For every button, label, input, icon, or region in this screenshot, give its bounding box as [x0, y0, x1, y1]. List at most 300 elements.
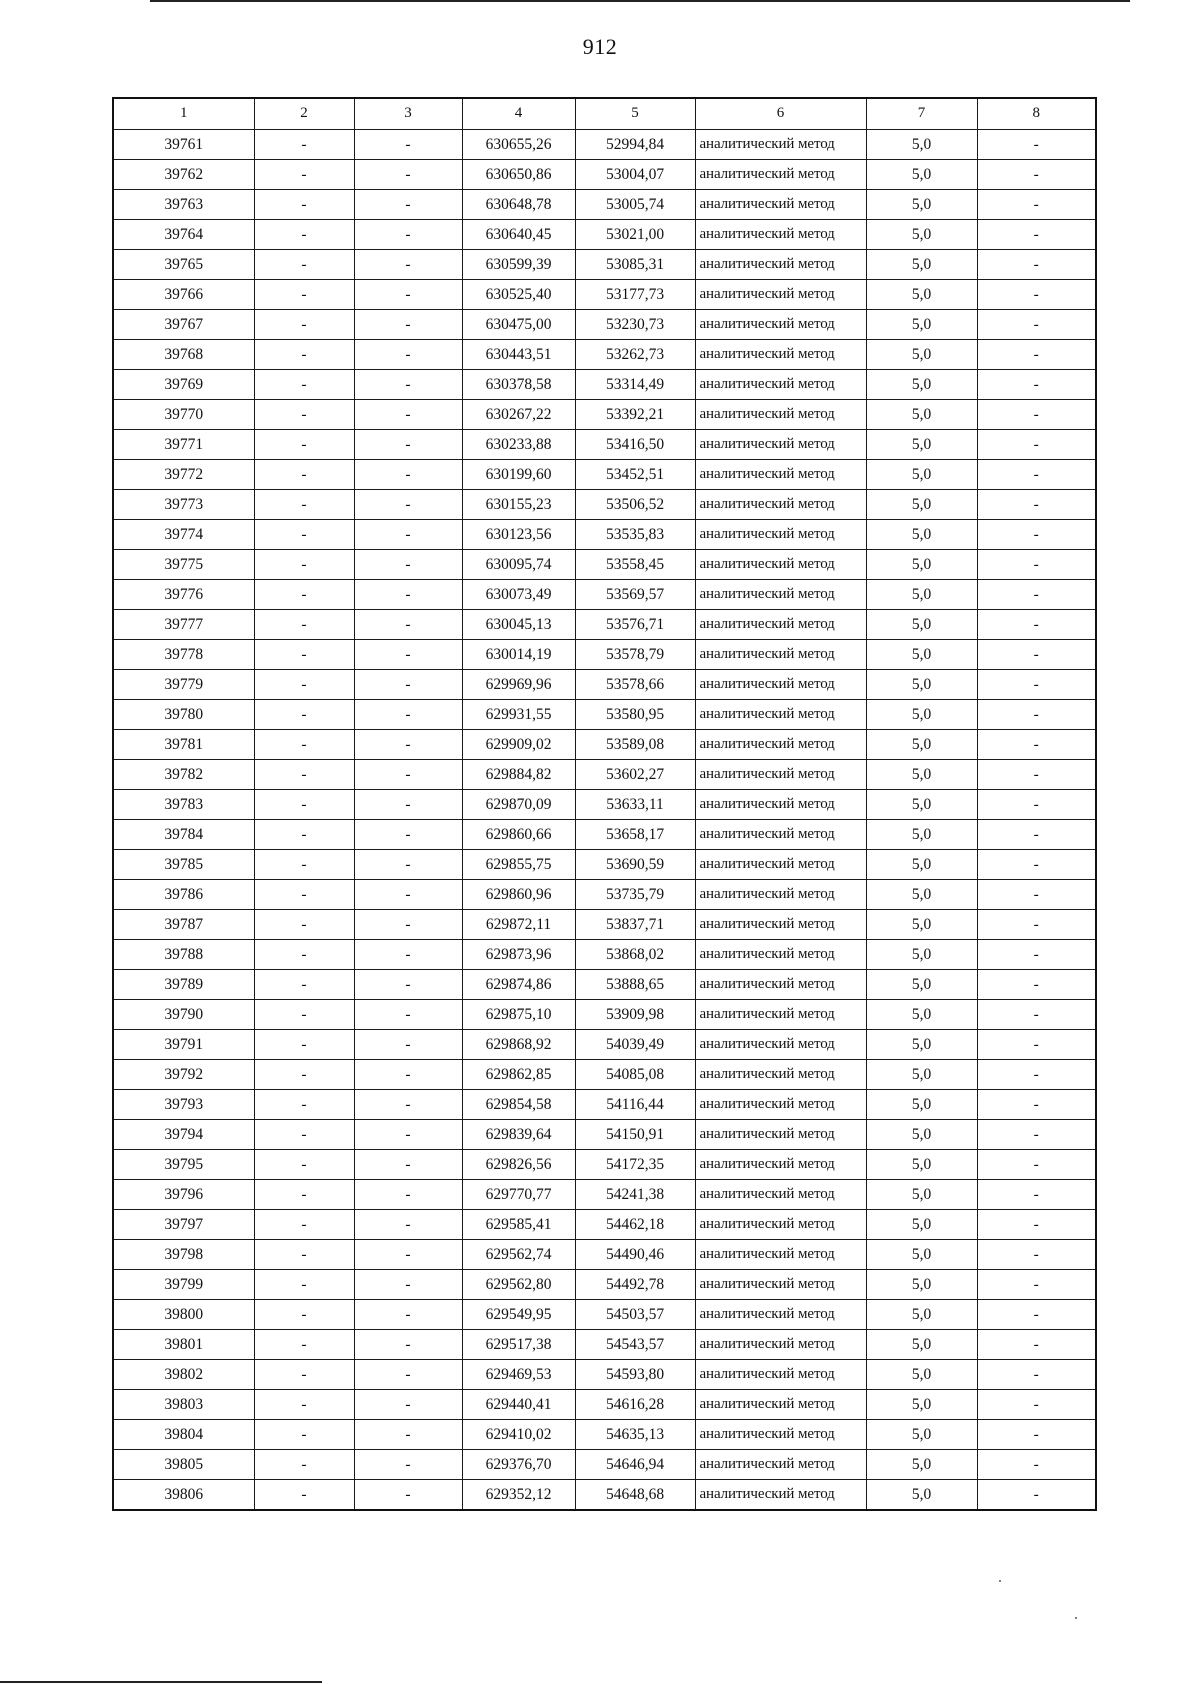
table-row	[113, 1149, 1096, 1179]
point-number-cell: 39785	[113, 849, 254, 879]
col8-cell: -	[977, 519, 1096, 549]
scan-speck	[999, 1580, 1001, 1582]
x-coordinate-cell: 629562,80	[462, 1269, 575, 1299]
accuracy-cell: 5,0	[866, 1449, 977, 1479]
column-header: 1	[113, 98, 254, 129]
table-row	[113, 1059, 1096, 1089]
table-row	[113, 489, 1096, 519]
col2-cell: -	[254, 459, 354, 489]
col2-cell: -	[254, 1389, 354, 1419]
col8-cell: -	[977, 1119, 1096, 1149]
point-number-cell: 39795	[113, 1149, 254, 1179]
table-row	[113, 1029, 1096, 1059]
x-coordinate-cell: 629854,58	[462, 1089, 575, 1119]
method-cell: аналитический метод	[695, 1149, 866, 1179]
col2-cell: -	[254, 159, 354, 189]
col8-cell: -	[977, 549, 1096, 579]
accuracy-cell: 5,0	[866, 789, 977, 819]
accuracy-cell: 5,0	[866, 579, 977, 609]
col3-cell: -	[354, 489, 462, 519]
col3-cell: -	[354, 579, 462, 609]
col2-cell: -	[254, 609, 354, 639]
method-cell: аналитический метод	[695, 339, 866, 369]
table-row	[113, 129, 1096, 159]
method-cell: аналитический метод	[695, 1299, 866, 1329]
accuracy-cell: 5,0	[866, 519, 977, 549]
method-cell: аналитический метод	[695, 429, 866, 459]
col3-cell: -	[354, 129, 462, 159]
point-number-cell: 39802	[113, 1359, 254, 1389]
point-number-cell: 39788	[113, 939, 254, 969]
col3-cell: -	[354, 699, 462, 729]
col3-cell: -	[354, 549, 462, 579]
accuracy-cell: 5,0	[866, 669, 977, 699]
y-coordinate-cell: 53392,21	[575, 399, 695, 429]
accuracy-cell: 5,0	[866, 819, 977, 849]
point-number-cell: 39792	[113, 1059, 254, 1089]
accuracy-cell: 5,0	[866, 339, 977, 369]
col3-cell: -	[354, 729, 462, 759]
col8-cell: -	[977, 1029, 1096, 1059]
y-coordinate-cell: 54543,57	[575, 1329, 695, 1359]
x-coordinate-cell: 630014,19	[462, 639, 575, 669]
table-row	[113, 789, 1096, 819]
col2-cell: -	[254, 1269, 354, 1299]
method-cell: аналитический метод	[695, 129, 866, 159]
x-coordinate-cell: 629440,41	[462, 1389, 575, 1419]
x-coordinate-cell: 630267,22	[462, 399, 575, 429]
col3-cell: -	[354, 1029, 462, 1059]
accuracy-cell: 5,0	[866, 1209, 977, 1239]
col3-cell: -	[354, 1179, 462, 1209]
accuracy-cell: 5,0	[866, 489, 977, 519]
table-row	[113, 1389, 1096, 1419]
col2-cell: -	[254, 399, 354, 429]
method-cell: аналитический метод	[695, 1479, 866, 1510]
method-cell: аналитический метод	[695, 1089, 866, 1119]
table-row	[113, 939, 1096, 969]
col2-cell: -	[254, 1209, 354, 1239]
accuracy-cell: 5,0	[866, 549, 977, 579]
col2-cell: -	[254, 849, 354, 879]
table-row	[113, 309, 1096, 339]
table-row	[113, 1419, 1096, 1449]
y-coordinate-cell: 54593,80	[575, 1359, 695, 1389]
col8-cell: -	[977, 1449, 1096, 1479]
table-row	[113, 279, 1096, 309]
col8-cell: -	[977, 1059, 1096, 1089]
col3-cell: -	[354, 1479, 462, 1510]
x-coordinate-cell: 630655,26	[462, 129, 575, 159]
col3-cell: -	[354, 1059, 462, 1089]
table-row	[113, 399, 1096, 429]
point-number-cell: 39767	[113, 309, 254, 339]
point-number-cell: 39778	[113, 639, 254, 669]
col8-cell: -	[977, 189, 1096, 219]
col8-cell: -	[977, 339, 1096, 369]
col2-cell: -	[254, 249, 354, 279]
col3-cell: -	[354, 969, 462, 999]
x-coordinate-cell: 629517,38	[462, 1329, 575, 1359]
accuracy-cell: 5,0	[866, 1479, 977, 1510]
col8-cell: -	[977, 1149, 1096, 1179]
column-header: 3	[354, 98, 462, 129]
method-cell: аналитический метод	[695, 969, 866, 999]
col8-cell: -	[977, 1479, 1096, 1510]
y-coordinate-cell: 53177,73	[575, 279, 695, 309]
col8-cell: -	[977, 249, 1096, 279]
col8-cell: -	[977, 579, 1096, 609]
y-coordinate-cell: 53578,79	[575, 639, 695, 669]
y-coordinate-cell: 53004,07	[575, 159, 695, 189]
scan-speck	[1075, 1617, 1077, 1619]
x-coordinate-cell: 629352,12	[462, 1479, 575, 1510]
y-coordinate-cell: 54503,57	[575, 1299, 695, 1329]
table-row	[113, 579, 1096, 609]
y-coordinate-cell: 54490,46	[575, 1239, 695, 1269]
table-row	[113, 1479, 1096, 1510]
col8-cell: -	[977, 879, 1096, 909]
col2-cell: -	[254, 189, 354, 219]
point-number-cell: 39774	[113, 519, 254, 549]
col8-cell: -	[977, 759, 1096, 789]
col3-cell: -	[354, 1209, 462, 1239]
table-row	[113, 249, 1096, 279]
method-cell: аналитический метод	[695, 1029, 866, 1059]
point-number-cell: 39793	[113, 1089, 254, 1119]
y-coordinate-cell: 53569,57	[575, 579, 695, 609]
method-cell: аналитический метод	[695, 1329, 866, 1359]
method-cell: аналитический метод	[695, 399, 866, 429]
col3-cell: -	[354, 789, 462, 819]
method-cell: аналитический метод	[695, 279, 866, 309]
point-number-cell: 39764	[113, 219, 254, 249]
page-number: 912	[582, 34, 618, 59]
column-header: 2	[254, 98, 354, 129]
x-coordinate-cell: 629884,82	[462, 759, 575, 789]
method-cell: аналитический метод	[695, 189, 866, 219]
point-number-cell: 39781	[113, 729, 254, 759]
col2-cell: -	[254, 699, 354, 729]
table-row	[113, 759, 1096, 789]
col2-cell: -	[254, 429, 354, 459]
y-coordinate-cell: 53602,27	[575, 759, 695, 789]
col2-cell: -	[254, 1359, 354, 1389]
method-cell: аналитический метод	[695, 789, 866, 819]
method-cell: аналитический метод	[695, 1419, 866, 1449]
accuracy-cell: 5,0	[866, 219, 977, 249]
x-coordinate-cell: 629909,02	[462, 729, 575, 759]
col3-cell: -	[354, 1419, 462, 1449]
col8-cell: -	[977, 1359, 1096, 1389]
table-row	[113, 1359, 1096, 1389]
method-cell: аналитический метод	[695, 369, 866, 399]
x-coordinate-cell: 629855,75	[462, 849, 575, 879]
x-coordinate-cell: 630073,49	[462, 579, 575, 609]
accuracy-cell: 5,0	[866, 399, 977, 429]
x-coordinate-cell: 629870,09	[462, 789, 575, 819]
point-number-cell: 39787	[113, 909, 254, 939]
col2-cell: -	[254, 939, 354, 969]
col8-cell: -	[977, 1269, 1096, 1299]
accuracy-cell: 5,0	[866, 939, 977, 969]
table-header-row	[113, 98, 1096, 129]
y-coordinate-cell: 54648,68	[575, 1479, 695, 1510]
col2-cell: -	[254, 789, 354, 819]
y-coordinate-cell: 53506,52	[575, 489, 695, 519]
table-row	[113, 699, 1096, 729]
col3-cell: -	[354, 1389, 462, 1419]
point-number-cell: 39782	[113, 759, 254, 789]
accuracy-cell: 5,0	[866, 1419, 977, 1449]
col3-cell: -	[354, 639, 462, 669]
accuracy-cell: 5,0	[866, 1389, 977, 1419]
coordinates-table	[112, 97, 1097, 1511]
col8-cell: -	[977, 399, 1096, 429]
table-row	[113, 189, 1096, 219]
col8-cell: -	[977, 1389, 1096, 1419]
x-coordinate-cell: 630378,58	[462, 369, 575, 399]
y-coordinate-cell: 53576,71	[575, 609, 695, 639]
col3-cell: -	[354, 1269, 462, 1299]
x-coordinate-cell: 630640,45	[462, 219, 575, 249]
col2-cell: -	[254, 129, 354, 159]
col2-cell: -	[254, 1479, 354, 1510]
col8-cell: -	[977, 819, 1096, 849]
column-header: 5	[575, 98, 695, 129]
col2-cell: -	[254, 1299, 354, 1329]
col8-cell: -	[977, 1239, 1096, 1269]
table-row	[113, 459, 1096, 489]
y-coordinate-cell: 54241,38	[575, 1179, 695, 1209]
col2-cell: -	[254, 519, 354, 549]
point-number-cell: 39789	[113, 969, 254, 999]
x-coordinate-cell: 629562,74	[462, 1239, 575, 1269]
column-header: 8	[977, 98, 1096, 129]
accuracy-cell: 5,0	[866, 1299, 977, 1329]
x-coordinate-cell: 629839,64	[462, 1119, 575, 1149]
x-coordinate-cell: 629826,56	[462, 1149, 575, 1179]
point-number-cell: 39791	[113, 1029, 254, 1059]
table-row	[113, 159, 1096, 189]
table-body	[113, 129, 1096, 1510]
y-coordinate-cell: 53837,71	[575, 909, 695, 939]
col8-cell: -	[977, 1209, 1096, 1239]
method-cell: аналитический метод	[695, 939, 866, 969]
x-coordinate-cell: 630045,13	[462, 609, 575, 639]
y-coordinate-cell: 53580,95	[575, 699, 695, 729]
col8-cell: -	[977, 1179, 1096, 1209]
y-coordinate-cell: 54462,18	[575, 1209, 695, 1239]
table-row	[113, 1449, 1096, 1479]
col3-cell: -	[354, 669, 462, 699]
table-row	[113, 219, 1096, 249]
method-cell: аналитический метод	[695, 1209, 866, 1239]
table-row	[113, 1269, 1096, 1299]
col8-cell: -	[977, 1299, 1096, 1329]
y-coordinate-cell: 53578,66	[575, 669, 695, 699]
col3-cell: -	[354, 1149, 462, 1179]
col8-cell: -	[977, 1089, 1096, 1119]
accuracy-cell: 5,0	[866, 459, 977, 489]
col2-cell: -	[254, 309, 354, 339]
col8-cell: -	[977, 999, 1096, 1029]
table-row	[113, 429, 1096, 459]
col3-cell: -	[354, 279, 462, 309]
table-row	[113, 519, 1096, 549]
point-number-cell: 39799	[113, 1269, 254, 1299]
accuracy-cell: 5,0	[866, 1329, 977, 1359]
point-number-cell: 39771	[113, 429, 254, 459]
col2-cell: -	[254, 879, 354, 909]
col2-cell: -	[254, 909, 354, 939]
method-cell: аналитический метод	[695, 1449, 866, 1479]
accuracy-cell: 5,0	[866, 1089, 977, 1119]
table-row	[113, 369, 1096, 399]
x-coordinate-cell: 630123,56	[462, 519, 575, 549]
x-coordinate-cell: 629875,10	[462, 999, 575, 1029]
method-cell: аналитический метод	[695, 249, 866, 279]
col2-cell: -	[254, 1449, 354, 1479]
col3-cell: -	[354, 849, 462, 879]
col2-cell: -	[254, 1419, 354, 1449]
col8-cell: -	[977, 459, 1096, 489]
method-cell: аналитический метод	[695, 1359, 866, 1389]
method-cell: аналитический метод	[695, 849, 866, 879]
col3-cell: -	[354, 609, 462, 639]
accuracy-cell: 5,0	[866, 729, 977, 759]
col8-cell: -	[977, 639, 1096, 669]
accuracy-cell: 5,0	[866, 699, 977, 729]
col3-cell: -	[354, 1299, 462, 1329]
method-cell: аналитический метод	[695, 759, 866, 789]
x-coordinate-cell: 629376,70	[462, 1449, 575, 1479]
accuracy-cell: 5,0	[866, 1149, 977, 1179]
x-coordinate-cell: 629585,41	[462, 1209, 575, 1239]
accuracy-cell: 5,0	[866, 609, 977, 639]
table-row	[113, 669, 1096, 699]
y-coordinate-cell: 53230,73	[575, 309, 695, 339]
col3-cell: -	[354, 399, 462, 429]
method-cell: аналитический метод	[695, 669, 866, 699]
y-coordinate-cell: 53416,50	[575, 429, 695, 459]
col3-cell: -	[354, 879, 462, 909]
y-coordinate-cell: 53589,08	[575, 729, 695, 759]
col2-cell: -	[254, 1089, 354, 1119]
col8-cell: -	[977, 699, 1096, 729]
col2-cell: -	[254, 819, 354, 849]
col3-cell: -	[354, 309, 462, 339]
accuracy-cell: 5,0	[866, 249, 977, 279]
table-row	[113, 819, 1096, 849]
col8-cell: -	[977, 789, 1096, 819]
col2-cell: -	[254, 1119, 354, 1149]
table-row	[113, 609, 1096, 639]
point-number-cell: 39779	[113, 669, 254, 699]
col2-cell: -	[254, 1059, 354, 1089]
accuracy-cell: 5,0	[866, 759, 977, 789]
col8-cell: -	[977, 609, 1096, 639]
col2-cell: -	[254, 1149, 354, 1179]
y-coordinate-cell: 54172,35	[575, 1149, 695, 1179]
table-row	[113, 909, 1096, 939]
x-coordinate-cell: 629860,96	[462, 879, 575, 909]
x-coordinate-cell: 630233,88	[462, 429, 575, 459]
method-cell: аналитический метод	[695, 999, 866, 1029]
y-coordinate-cell: 53888,65	[575, 969, 695, 999]
col8-cell: -	[977, 939, 1096, 969]
col3-cell: -	[354, 159, 462, 189]
method-cell: аналитический метод	[695, 159, 866, 189]
col3-cell: -	[354, 429, 462, 459]
col8-cell: -	[977, 669, 1096, 699]
col3-cell: -	[354, 369, 462, 399]
table-row	[113, 969, 1096, 999]
x-coordinate-cell: 629969,96	[462, 669, 575, 699]
method-cell: аналитический метод	[695, 729, 866, 759]
accuracy-cell: 5,0	[866, 1359, 977, 1389]
point-number-cell: 39805	[113, 1449, 254, 1479]
accuracy-cell: 5,0	[866, 639, 977, 669]
y-coordinate-cell: 53735,79	[575, 879, 695, 909]
col8-cell: -	[977, 369, 1096, 399]
x-coordinate-cell: 629931,55	[462, 699, 575, 729]
column-header: 7	[866, 98, 977, 129]
col2-cell: -	[254, 759, 354, 789]
point-number-cell: 39794	[113, 1119, 254, 1149]
y-coordinate-cell: 53633,11	[575, 789, 695, 819]
col3-cell: -	[354, 939, 462, 969]
accuracy-cell: 5,0	[866, 279, 977, 309]
point-number-cell: 39763	[113, 189, 254, 219]
method-cell: аналитический метод	[695, 609, 866, 639]
y-coordinate-cell: 53021,00	[575, 219, 695, 249]
col8-cell: -	[977, 1419, 1096, 1449]
table-row	[113, 1329, 1096, 1359]
x-coordinate-cell: 630199,60	[462, 459, 575, 489]
x-coordinate-cell: 629873,96	[462, 939, 575, 969]
point-number-cell: 39766	[113, 279, 254, 309]
col3-cell: -	[354, 759, 462, 789]
col3-cell: -	[354, 519, 462, 549]
accuracy-cell: 5,0	[866, 129, 977, 159]
accuracy-cell: 5,0	[866, 969, 977, 999]
col3-cell: -	[354, 1089, 462, 1119]
point-number-cell: 39801	[113, 1329, 254, 1359]
y-coordinate-cell: 54116,44	[575, 1089, 695, 1119]
table-row	[113, 639, 1096, 669]
table-row	[113, 339, 1096, 369]
y-coordinate-cell: 54616,28	[575, 1389, 695, 1419]
col3-cell: -	[354, 1359, 462, 1389]
col2-cell: -	[254, 579, 354, 609]
y-coordinate-cell: 54646,94	[575, 1449, 695, 1479]
col8-cell: -	[977, 729, 1096, 759]
point-number-cell: 39762	[113, 159, 254, 189]
col2-cell: -	[254, 279, 354, 309]
y-coordinate-cell: 53535,83	[575, 519, 695, 549]
column-header: 6	[695, 98, 866, 129]
x-coordinate-cell: 630525,40	[462, 279, 575, 309]
method-cell: аналитический метод	[695, 819, 866, 849]
point-number-cell: 39786	[113, 879, 254, 909]
col3-cell: -	[354, 1449, 462, 1479]
method-cell: аналитический метод	[695, 519, 866, 549]
accuracy-cell: 5,0	[866, 189, 977, 219]
col3-cell: -	[354, 189, 462, 219]
method-cell: аналитический метод	[695, 309, 866, 339]
method-cell: аналитический метод	[695, 639, 866, 669]
